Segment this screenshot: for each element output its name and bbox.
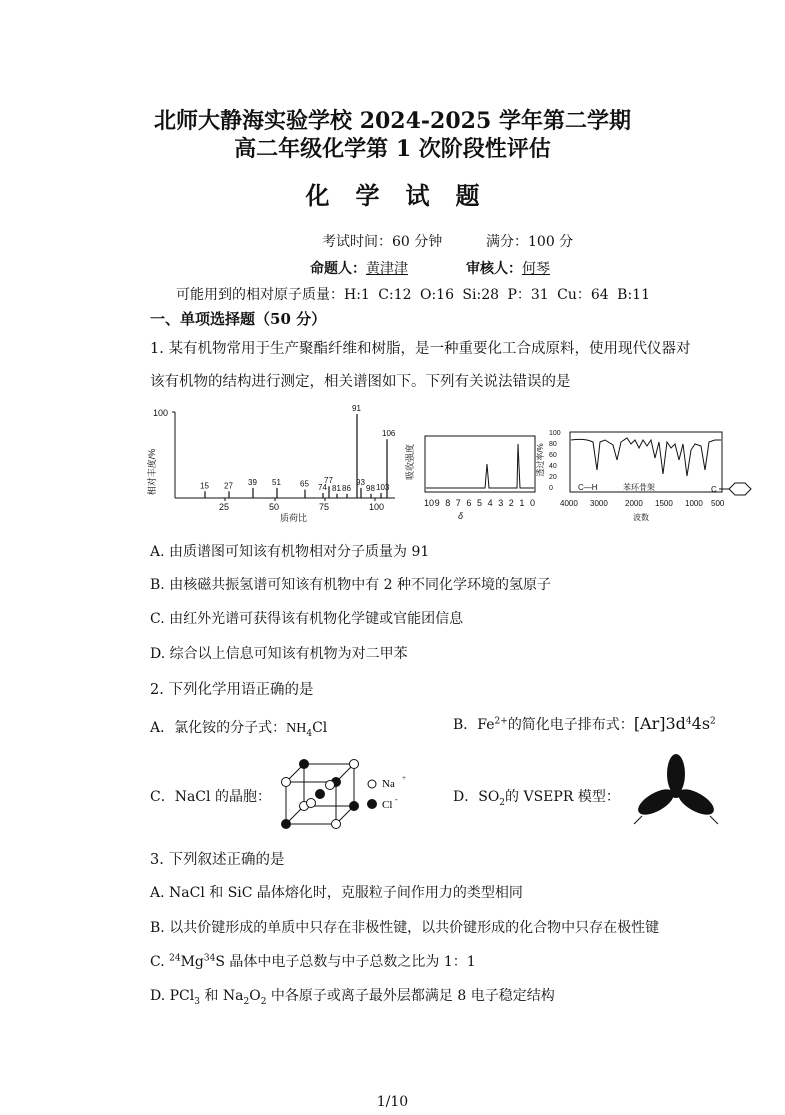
q3-option-a: A. NaCl 和 SiC 晶体熔化时，克服粒子间作用力的类型相同 bbox=[150, 885, 523, 901]
svg-text:-: - bbox=[395, 795, 398, 804]
nacl-unit-cell bbox=[276, 756, 416, 832]
ir-xlabel: 波数 bbox=[633, 513, 649, 522]
ir-label-ring: 苯环骨架 bbox=[623, 483, 655, 492]
nmr-xtick: 6 bbox=[466, 498, 472, 508]
q1-stem-line2: 该有机物的结构进行测定，相关谱图如下。下列有关说法错误的是 bbox=[150, 374, 571, 390]
ir-ytick: 100 bbox=[549, 430, 561, 437]
ir-ytick: 60 bbox=[549, 452, 557, 459]
ms-peak-label: 93 bbox=[356, 477, 365, 487]
nmr-xtick: 1 bbox=[519, 498, 525, 508]
ir-xtick: 1500 bbox=[655, 499, 673, 508]
na-label: Na bbox=[382, 778, 395, 790]
nmr-xtick: 2 bbox=[508, 498, 514, 508]
full-score: 满分：100 分 bbox=[486, 234, 574, 250]
so2-vsepr-model bbox=[628, 752, 724, 830]
benzene-ring-icon bbox=[729, 483, 751, 495]
na-legend-icon bbox=[368, 780, 376, 788]
reviewer bbox=[466, 258, 550, 278]
ms-xlabel: 质荷比 bbox=[280, 513, 308, 523]
ir-xtick: 3000 bbox=[590, 499, 608, 508]
setter bbox=[310, 258, 408, 278]
ms-peak-label: 39 bbox=[248, 477, 257, 487]
q2-stem: 2. 下列化学用语正确的是 bbox=[150, 682, 314, 698]
nmr-ylabel: 吸收强度 bbox=[405, 443, 415, 481]
ms-peak-label: 106 bbox=[382, 429, 396, 439]
nmr-xtick: 5 bbox=[477, 498, 483, 508]
q1-stem-line1: 1. 某有机物常用于生产聚酯纤维和树脂，是一种重要化工合成原料，使用现代仪器对 bbox=[150, 341, 691, 357]
spectra-figure bbox=[145, 400, 760, 526]
ms-peak-label: 91 bbox=[352, 404, 361, 413]
ms-peak-label: 77 bbox=[324, 476, 333, 486]
ms-peak-label: 86 bbox=[342, 483, 351, 493]
page-number: 1/10 bbox=[376, 1094, 409, 1110]
exam-title-line2: 高二年级化学第 1 次阶段性评估 bbox=[234, 136, 551, 162]
setter-name: 黄津津 bbox=[366, 261, 408, 277]
ir-label-ch: C—H bbox=[578, 483, 598, 492]
ms-peak-label: 65 bbox=[300, 479, 309, 489]
q3-option-c: C. $^{24}$Mg$^{34}$S 晶体中电子总数与中子总数之比为 1：1 bbox=[150, 953, 476, 970]
ir-spectrum bbox=[535, 430, 751, 522]
subject-title: 化学试题 bbox=[305, 181, 506, 210]
nmr-xlabel: δ bbox=[458, 511, 464, 521]
cl-label: Cl bbox=[382, 799, 393, 811]
ms-peak-label: 98 bbox=[366, 483, 375, 493]
ms-peak-label: 81 bbox=[332, 483, 341, 493]
ms-peak-label: 103 bbox=[376, 482, 390, 492]
ms-peak-label: 15 bbox=[200, 481, 209, 491]
ir-xtick: 500 bbox=[711, 499, 725, 508]
mass-spectrum bbox=[146, 404, 396, 523]
ms-peak-label: 74 bbox=[318, 482, 327, 492]
ir-xtick: 4000 bbox=[560, 499, 578, 508]
section-title: 一、单项选择题（50 分） bbox=[150, 310, 327, 328]
ir-ytick: 0 bbox=[549, 485, 553, 492]
ir-ylabel: 透过率/% bbox=[536, 443, 545, 477]
nmr-xtick: 10 bbox=[424, 498, 435, 508]
q3-option-b: B. 以共价键形成的单质中只存在非极性键，以共价键形成的化合物中只存在极性键 bbox=[150, 920, 660, 936]
q2-option-d: D．$SO_2$的 VSEPR 模型： bbox=[453, 789, 620, 808]
ir-label-c: C bbox=[711, 485, 717, 494]
reviewer-name: 何琴 bbox=[522, 261, 550, 277]
ir-ytick: 80 bbox=[549, 441, 557, 448]
exam-time: 考试时间：60 分钟 bbox=[322, 234, 443, 250]
ir-xtick: 1000 bbox=[685, 499, 703, 508]
nmr-xtick: 0 bbox=[530, 498, 536, 508]
ms-xtick: 50 bbox=[269, 502, 280, 512]
nmr-xtick: 4 bbox=[487, 498, 493, 508]
atomic-masses: 可能用到的相对原子质量：H:1 C:12 O:16 Si:28 P：31 Cu：64 B:11 bbox=[176, 287, 650, 303]
ms-peak-label: 51 bbox=[272, 477, 281, 487]
cl-legend-icon bbox=[367, 799, 377, 809]
nmr-spectrum bbox=[404, 436, 535, 521]
reviewer-label: 审核人： bbox=[466, 261, 522, 277]
svg-text:+: + bbox=[402, 774, 406, 782]
ms-ylabel: 相对丰度/% bbox=[147, 448, 157, 496]
q1-option-b: B. 由核磁共振氢谱可知该有机物中有 2 种不同化学环境的氢原子 bbox=[150, 577, 551, 593]
nmr-xtick: 7 bbox=[455, 498, 461, 508]
nmr-xtick: 9 bbox=[434, 498, 440, 508]
nmr-xtick: 3 bbox=[498, 498, 504, 508]
q1-option-c: C. 由红外光谱可获得该有机物化学键或官能团信息 bbox=[150, 611, 464, 627]
ms-xtick: 100 bbox=[369, 502, 385, 512]
ms-xtick: 75 bbox=[319, 502, 330, 512]
q2-option-a: A．氯化铵的分子式：$NH_4Cl$ bbox=[150, 720, 328, 739]
nmr-xtick: 8 bbox=[445, 498, 451, 508]
setter-label: 命题人： bbox=[310, 261, 366, 277]
exam-title-line1: 北师大静海实验学校 2024-2025 学年第二学期 bbox=[154, 108, 631, 134]
q3-option-d: D. PCl$_3$ 和 $Na_2O_2$ 中各原子或离子最外层都满足 8 电子稳定结构 bbox=[150, 988, 555, 1007]
ms-peak-label: 27 bbox=[224, 481, 233, 491]
q1-option-a: A. 由质谱图可知该有机物相对分子质量为 91 bbox=[150, 544, 430, 560]
q1-option-d: D. 综合以上信息可知该有机物为对二甲苯 bbox=[150, 646, 408, 662]
ms-xtick: 25 bbox=[219, 502, 230, 512]
q2-option-b: B．$Fe^{2+}$的简化电子排布式：$[Ar]3d^44s^2$ bbox=[453, 714, 716, 733]
ms-y100: 100 bbox=[153, 408, 169, 418]
ir-ytick: 40 bbox=[549, 463, 557, 470]
ir-ytick: 20 bbox=[549, 474, 557, 481]
q3-stem: 3. 下列叙述正确的是 bbox=[150, 852, 285, 868]
q2-option-c: C．NaCl 的晶胞： bbox=[150, 789, 271, 805]
ir-xtick: 2000 bbox=[625, 499, 643, 508]
